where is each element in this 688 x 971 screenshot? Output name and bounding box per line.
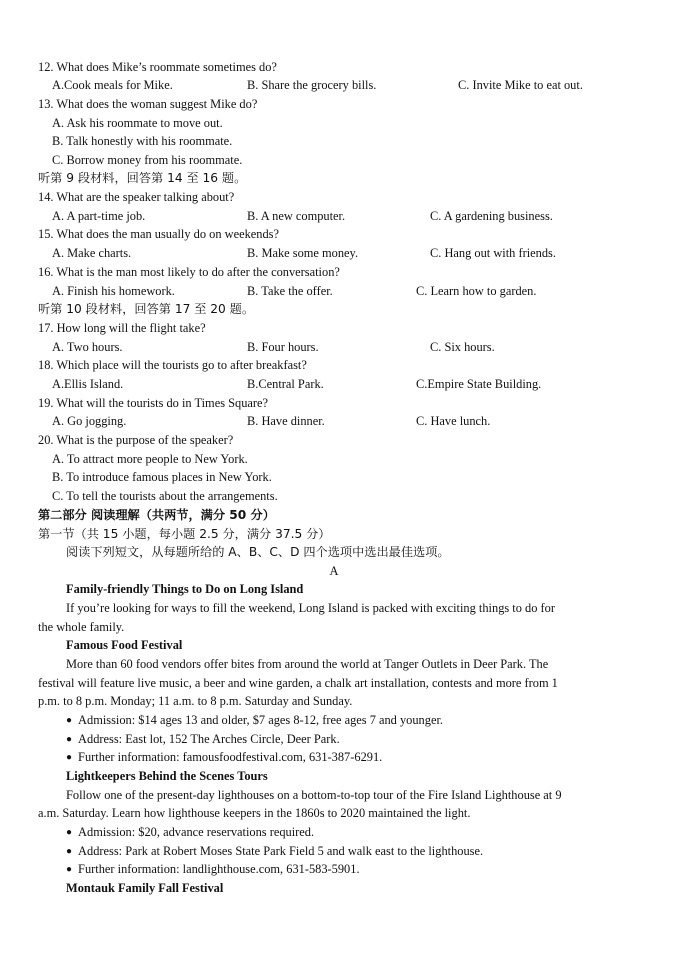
- question-15-option-b: B. Make some money.: [247, 246, 359, 260]
- question-19-option-c: C. Have lunch.: [416, 414, 491, 428]
- question-14-stem: 14. What are the speaker talking about?: [38, 190, 235, 204]
- lightkeepers-text-1: Follow one of the present-day lighthouses on a bottom-to-top tour of the Fire Island Lighthouse at 9: [66, 788, 562, 802]
- part-2-heading: 第二部分 阅读理解（共两节，满分 50 分）: [38, 508, 275, 522]
- question-13-option-a: A. Ask his roommate to move out.: [52, 116, 223, 130]
- question-13-option-c: C. Borrow money from his roommate.: [52, 153, 243, 167]
- question-16-option-b: B. Take the offer.: [247, 284, 333, 298]
- question-16-option-a: A. Finish his homework.: [52, 284, 175, 298]
- food-festival-text-2: festival will feature live music, a beer and wine garden, a chalk art installation, contests and more from 1: [38, 676, 558, 690]
- passage-letter: A: [329, 564, 339, 578]
- question-19-option-b: B. Have dinner.: [247, 414, 325, 428]
- food-festival-info: ● Further information: famousfoodfestival.com, 631-387-6291.: [66, 748, 382, 768]
- food-festival-admission: ● Admission: $14 ages 13 and older, $7 ages 8-12, free ages 7 and younger.: [66, 711, 443, 731]
- section-10-heading: 听第 10 段材料，回答第 17 至 20 题。: [38, 302, 255, 316]
- food-festival-heading: Famous Food Festival: [66, 638, 183, 652]
- question-17-option-c: C. Six hours.: [430, 340, 495, 354]
- lightkeepers-address: ● Address: Park at Robert Moses State Park Field 5 and walk east to the lighthouse.: [66, 842, 483, 862]
- lightkeepers-heading: Lightkeepers Behind the Scenes Tours: [66, 769, 268, 783]
- question-13-stem: 13. What does the woman suggest Mike do?: [38, 97, 258, 111]
- question-14-option-c: C. A gardening business.: [430, 209, 553, 223]
- question-18-option-b: B.Central Park.: [247, 377, 324, 391]
- question-20-option-a: A. To attract more people to New York.: [52, 452, 248, 466]
- passage-intro-line-2: the whole family.: [38, 620, 125, 634]
- question-13-option-b: B. Talk honestly with his roommate.: [52, 134, 233, 148]
- lightkeepers-info: ● Further information: landlighthouse.com, 631-583-5901.: [66, 860, 360, 880]
- question-20-stem: 20. What is the purpose of the speaker?: [38, 433, 234, 447]
- question-18-stem: 18. Which place will the tourists go to after breakfast?: [38, 358, 307, 372]
- passage-intro-line-1: If you’re looking for ways to fill the weekend, Long Island is packed with exciting things to do for: [66, 601, 555, 615]
- passage-title: Family-friendly Things to Do on Long Island: [66, 582, 304, 596]
- question-16-option-c: C. Learn how to garden.: [416, 284, 537, 298]
- question-18-option-a: A.Ellis Island.: [52, 377, 124, 391]
- lightkeepers-text-2: a.m. Saturday. Learn how lighthouse keepers in the 1860s to 2020 maintained the light.: [38, 806, 471, 820]
- question-14-option-b: B. A new computer.: [247, 209, 346, 223]
- question-15-option-a: A. Make charts.: [52, 246, 132, 260]
- question-14-option-a: A. A part-time job.: [52, 209, 146, 223]
- montauk-heading: Montauk Family Fall Festival: [66, 881, 224, 895]
- question-15-option-c: C. Hang out with friends.: [430, 246, 556, 260]
- section-9-heading: 听第 9 段材料，回答第 14 至 16 题。: [38, 171, 247, 185]
- question-12-option-a: A.Cook meals for Mike.: [52, 78, 173, 92]
- question-18-option-c: C.Empire State Building.: [416, 377, 542, 391]
- question-12-option-b: B. Share the grocery bills.: [247, 78, 377, 92]
- question-20-option-b: B. To introduce famous places in New York.: [52, 470, 272, 484]
- question-16-stem: 16. What is the man most likely to do after the conversation?: [38, 265, 340, 279]
- question-19-option-a: A. Go jogging.: [52, 414, 127, 428]
- question-17-option-a: A. Two hours.: [52, 340, 123, 354]
- question-20-option-c: C. To tell the tourists about the arrangements.: [52, 489, 278, 503]
- food-festival-address: ● Address: East lot, 152 The Arches Circle, Deer Park.: [66, 730, 340, 750]
- food-festival-text-3: p.m. to 8 p.m. Monday; 11 a.m. to 8 p.m. Saturday and Sunday.: [38, 694, 353, 708]
- food-festival-text-1: More than 60 food vendors offer bites from around the world at Tanger Outlets in Deer Park. The: [66, 657, 549, 671]
- question-15-stem: 15. What does the man usually do on weekends?: [38, 227, 279, 241]
- question-17-option-b: B. Four hours.: [247, 340, 319, 354]
- question-12-option-c: C. Invite Mike to eat out.: [458, 78, 583, 92]
- lightkeepers-admission: ● Admission: $20, advance reservations required.: [66, 823, 314, 843]
- question-19-stem: 19. What will the tourists do in Times Square?: [38, 396, 269, 410]
- section-1-heading: 第一节（共 15 小题，每小题 2.5 分，满分 37.5 分）: [38, 527, 331, 541]
- question-12-stem: 12. What does Mike’s roommate sometimes do?: [38, 60, 277, 74]
- question-17-stem: 17. How long will the flight take?: [38, 321, 206, 335]
- reading-instruction: 阅读下列短文，从每题所给的 A、B、C、D 四个选项中选出最佳选项。: [66, 545, 450, 559]
